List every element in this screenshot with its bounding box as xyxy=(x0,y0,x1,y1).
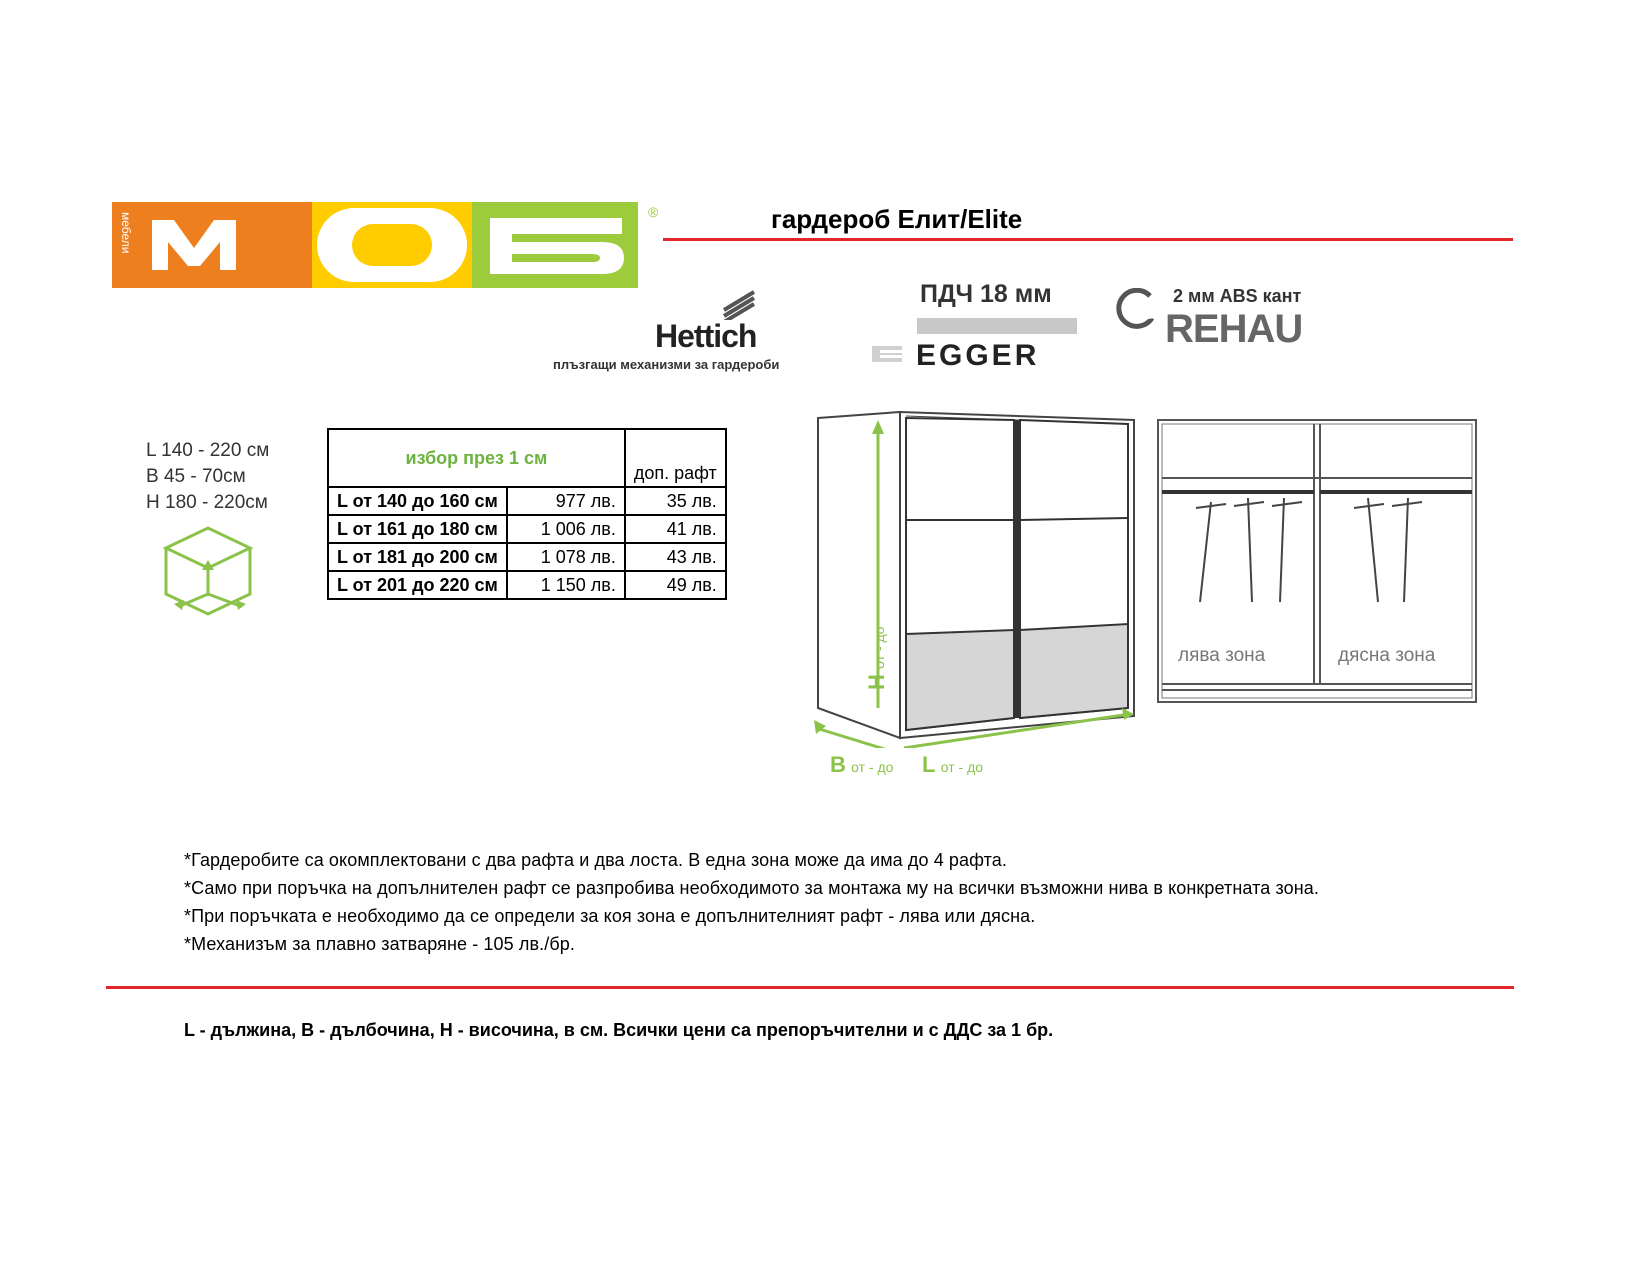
hettich-stripes-icon xyxy=(722,290,756,320)
row-size: L от 161 до 180 см xyxy=(328,515,507,543)
left-zone-label: лява зона xyxy=(1178,645,1266,666)
header-shelf: доп. рафт xyxy=(625,429,726,487)
table-row xyxy=(328,515,726,543)
material-bar xyxy=(917,318,1077,334)
height-letter: H xyxy=(864,674,889,690)
dimension-depth: B 45 - 70см xyxy=(146,466,246,487)
dimension-height: H 180 - 220см xyxy=(146,492,268,513)
edge-label: 2 мм ABS кант xyxy=(1173,286,1302,306)
row-size: L от 140 до 160 см xyxy=(328,487,507,515)
hettich-caption: плъзгащи механизми за гардероби xyxy=(553,357,780,372)
rehau-logo: REHAU xyxy=(1165,307,1303,351)
note-item: *При поръчката е необходимо да се определи за коя зона е допълнителният рафт - лява или дясна. xyxy=(184,906,1036,926)
depth-range: от - до xyxy=(851,759,894,775)
length-range: от - до xyxy=(940,759,984,775)
length-axis-label xyxy=(922,752,983,778)
row-shelf-price: 41 лв. xyxy=(625,515,726,543)
height-range: от - до xyxy=(871,626,887,669)
registered-mark: ® xyxy=(648,204,659,220)
hettich-logo: Hettich xyxy=(655,318,757,354)
price-table xyxy=(327,428,727,600)
row-size: L от 201 до 220 см xyxy=(328,571,507,599)
right-zone-label: дясна зона xyxy=(1338,645,1436,666)
row-price: 1 006 лв. xyxy=(507,515,625,543)
table-header-row xyxy=(328,429,726,487)
row-price: 1 150 лв. xyxy=(507,571,625,599)
dimension-length: L 140 - 220 см xyxy=(146,440,270,461)
egger-logo: EGGER xyxy=(916,339,1040,372)
depth-axis-label xyxy=(830,752,893,778)
table-row xyxy=(328,543,726,571)
row-shelf-price: 49 лв. xyxy=(625,571,726,599)
table-row xyxy=(328,571,726,599)
logo-side-text: мебели xyxy=(119,212,133,254)
cube-dimensions-icon xyxy=(162,526,258,622)
footer-rule xyxy=(106,986,1514,989)
title-rule xyxy=(663,238,1513,241)
row-shelf-price: 43 лв. xyxy=(625,543,726,571)
wardrobe-front-drawing xyxy=(812,408,1142,748)
table-row xyxy=(328,487,726,515)
rehau-swoosh-icon xyxy=(1114,288,1156,330)
header-choice: избор през 1 см xyxy=(328,429,625,487)
depth-letter: B xyxy=(830,752,846,777)
height-axis-label xyxy=(864,627,890,690)
egger-mark-icon xyxy=(872,346,902,362)
row-shelf-price: 35 лв. xyxy=(625,487,726,515)
material-label: ПДЧ 18 мм xyxy=(920,280,1052,308)
row-price: 977 лв. xyxy=(507,487,625,515)
note-item: *Гардеробите са окомплектовани с два рафта и два лоста. В една зона може да има до 4 рафта. xyxy=(184,850,1008,870)
note-item: *Механизъм за плавно затваряне - 105 лв./бр. xyxy=(184,934,575,954)
page-title: гардероб Елит/Elite xyxy=(771,204,1023,234)
length-letter: L xyxy=(922,752,936,777)
footer-text: L - дължина, B - дълбочина, H - височина, в см. Всички цени са препоръчителни и с ДДС за 1 бр. xyxy=(184,1020,1054,1040)
row-price: 1 078 лв. xyxy=(507,543,625,571)
row-size: L от 181 до 200 см xyxy=(328,543,507,571)
mob-logo xyxy=(112,202,640,288)
note-item: *Само при поръчка на допълнителен рафт се разпробива необходимото за монтажа му на всички възможни нива в конкретната зона. xyxy=(184,878,1319,898)
